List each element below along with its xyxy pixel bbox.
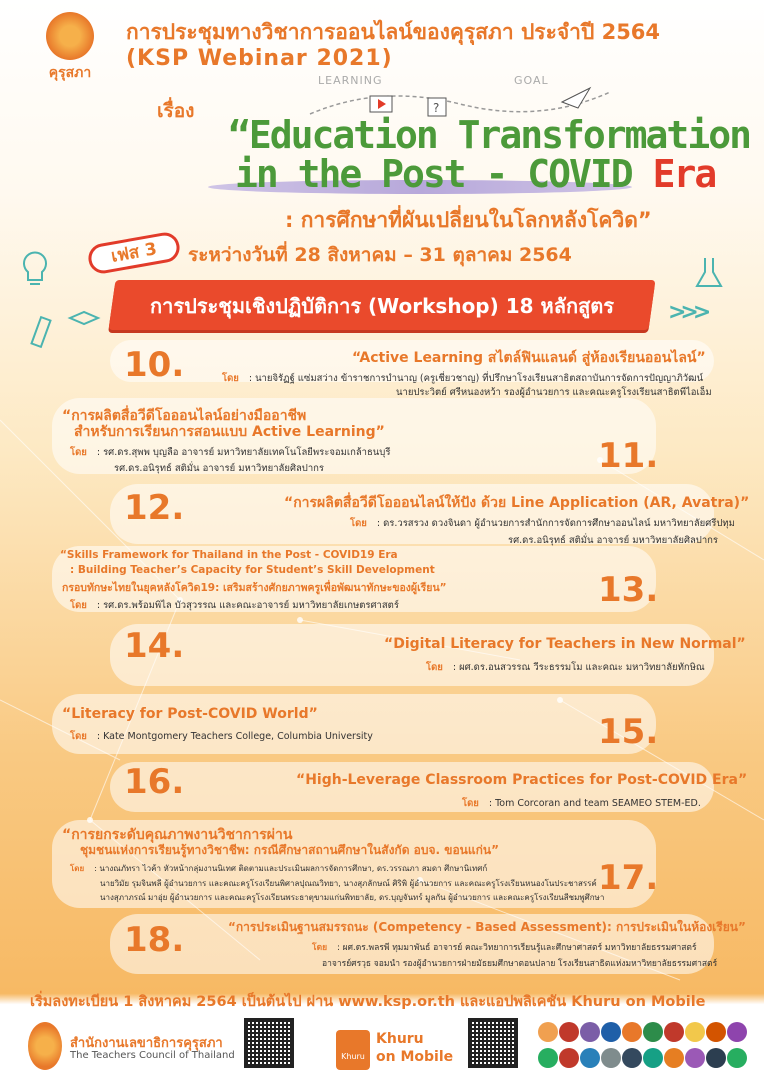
partner-logo-icon	[601, 1022, 621, 1042]
partner-logo-icon	[538, 1048, 558, 1068]
khuru-app-icon: Khuru	[336, 1030, 370, 1070]
ksp-qr-code-icon	[244, 1018, 294, 1068]
event-title: การประชุมทางวิชาการออนไลน์ของคุรุสภา ประจำปี 2564	[126, 20, 661, 44]
course-title: “การประเมินฐานสมรรถนะ (Competency - Based Assessment): การประเมินในห้องเรียน”	[228, 920, 746, 934]
course-number: 15.	[598, 712, 659, 752]
course-number: 11.	[598, 436, 659, 476]
phase-badge: เฟส 3	[86, 230, 182, 276]
khuru-app-name: Khuru on Mobile	[376, 1031, 454, 1065]
partner-logo-icon	[685, 1048, 705, 1068]
course-title: ชุมชนแห่งการเรียนรู้ทางวิชาชีพ: กรณีศึกษาสถานศึกษาในสังกัด อบจ. ขอนแก่น”	[80, 843, 499, 857]
theme-title-line2: in the Post - COVID Era	[235, 152, 716, 196]
topic-label: เรื่อง	[157, 100, 195, 122]
date-range: ระหว่างวันที่ 28 สิงหาคม – 31 ตุลาคม 2564	[188, 244, 572, 266]
partner-logo-icon	[559, 1048, 579, 1068]
event-subtitle: (KSP Webinar 2021)	[126, 46, 393, 71]
course-presenter: อาจารย์ศรวุธ จอมนำ รองผู้อำนวยการฝ่ายมัธยมศึกษาตอนปลาย โรงเรียนสาธิตแห่งมหาวิทยาลัยธรรมศาสตร์	[322, 959, 718, 969]
deco-learning: LEARNING	[318, 74, 383, 87]
course-presenter: โดย : ดร.วรสรวง ดวงจินดา ผู้อำนวยการสำนักการจัดการศึกษาออนไลน์ มหาวิทยาลัยศรีปทุม	[350, 518, 735, 529]
course-card-14	[110, 624, 714, 686]
theme-subtitle: : การศึกษาที่ผันเปลี่ยนในโลกหลังโควิด”	[285, 208, 652, 232]
partner-logo-icon	[643, 1048, 663, 1068]
partner-logo-icon	[538, 1022, 558, 1042]
course-card-15	[52, 694, 659, 754]
course-presenter: โดย : ผศ.ดร.อนสวรรณ วีระธรรมโม และคณะ มหาวิทยาลัยทักษิณ	[426, 662, 705, 673]
course-presenter: โดย : นางณภัทรา ไวค้า หัวหน้ากลุ่มงานนิเทศ ติดตามและประเมินผลการจัดการศึกษา, ดร.วรรณภา สมดา ศึกษานิเทศก์	[70, 864, 488, 873]
ksp-emblem-icon	[46, 12, 94, 60]
partner-logo-icon	[580, 1022, 600, 1042]
course-presenter: โดย : นายจิรัฏฐ์ แซ่มสว่าง ข้าราชการบำนาญ (ครูเชี่ยวชาญ) ที่ปรึกษาโรงเรียนสาธิตสถาบันการจัดการปัญญาภิวัฒน์	[222, 373, 704, 384]
partner-logo-icon	[664, 1048, 684, 1068]
course-presenter: รศ.ดร.อนิรุทธ์ สติมั่น อาจารย์ มหาวิทยาลัยศิลปากร	[508, 535, 719, 546]
partner-logo-icon	[685, 1022, 705, 1042]
course-title: “High-Leverage Classroom Practices for Post-COVID Era”	[296, 772, 748, 788]
registration-info: เริ่มลงทะเบียน 1 สิงหาคม 2564 เป็นต้นไป ผ่าน www.ksp.or.th และแอปพลิเคชัน Khuru on Mobile	[30, 994, 706, 1010]
theme-title-line1: “Education Transformation	[228, 113, 750, 157]
course-presenter: โดย : รศ.ดร.พร้อมพิไล บัวสุวรรณ และคณะอาจารย์ มหาวิทยาลัยเกษตรศาสตร์	[70, 600, 399, 611]
course-presenter: นางสุภาภรณ์ มาอุ่ย ผู้อำนวยการ และคณะครูโรงเรียนพระธาตุขามแก่นพิทยาลัย, ดร.บุญจันทร์ มูลกัน ผู้อำนวยการ และคณะครูโรงเรียนสีชมพูศึกษา	[100, 893, 605, 902]
partner-logo-icon	[727, 1022, 747, 1042]
course-number: 12.	[124, 488, 185, 528]
course-presenter: โดย : Kate Montgomery Teachers College, Columbia University	[70, 731, 373, 742]
partner-logo-icon	[622, 1022, 642, 1042]
course-title: “การยกระดับคุณภาพงานวิชาการผ่าน	[62, 827, 293, 843]
partner-logo-icon	[580, 1048, 600, 1068]
course-number: 16.	[124, 762, 185, 802]
course-number: 10.	[124, 345, 185, 385]
course-number: 13.	[598, 570, 659, 610]
partner-logo-icon	[601, 1048, 621, 1068]
course-number: 14.	[124, 626, 185, 666]
app-qr-code-icon	[468, 1018, 518, 1068]
course-title: สำหรับการเรียนการสอนแบบ Active Learning”	[74, 424, 385, 440]
course-title: “Literacy for Post-COVID World”	[62, 706, 318, 722]
office-name-en: The Teachers Council of Thailand	[70, 1050, 235, 1061]
course-presenter: โดย : ผศ.ดร.พลรพี ทุมมาพันธ์ อาจารย์ คณะวิทยาการเรียนรู้และศึกษาศาสตร์ มหาวิทยาลัยธรรมศาสตร์	[312, 943, 697, 953]
partner-logo-icon	[706, 1022, 726, 1042]
course-title: “Digital Literacy for Teachers in New Normal”	[384, 636, 746, 652]
partner-logo-icon	[559, 1022, 579, 1042]
course-title: “Skills Framework for Thailand in the Post - COVID19 Era	[60, 549, 398, 561]
course-presenter: รศ.ดร.อนิรุทธ์ สติมั่น อาจารย์ มหาวิทยาลัยศิลปากร	[114, 463, 325, 474]
course-presenter: นายวิมัย รุมจินพลี ผู้อำนวยการ และคณะครูโรงเรียนพิศาลปุณณวิทยา, นางสุภลักษณ์ ศิริพิ ผู้อำนวยการ และคณะครูโรงเรียนหนองโนประชาสรรค์	[100, 879, 597, 888]
course-title: “การผลิตสื่อวีดีโอออนไลน์อย่างมืออาชีพ	[62, 408, 307, 424]
course-presenter: นายประวิตย์ ศรีหนองหว้า รองผู้อำนวยการ และคณะครูโรงเรียนสาธิตพีไอเอ็ม	[396, 387, 712, 398]
partner-logo-icon	[622, 1048, 642, 1068]
partner-logo-icon	[643, 1022, 663, 1042]
course-title: “การผลิตสื่อวีดีโอออนไลน์ให้ปัง ด้วย Line Application (AR, Avatra)”	[284, 495, 750, 511]
chevrons-icon: >>>	[668, 300, 706, 325]
logo-text: คุรุสภา	[48, 65, 92, 81]
partner-logo-icon	[706, 1048, 726, 1068]
ksp-logo	[40, 12, 100, 84]
svg-text:?: ?	[433, 101, 440, 115]
course-number: 18.	[124, 920, 185, 960]
deco-goal: GOAL	[514, 74, 549, 87]
course-number: 17.	[598, 858, 659, 898]
course-title: : Building Teacher’s Capacity for Student’s Skill Development	[70, 564, 435, 576]
course-title: “Active Learning สไตล์ฟินแลนด์ สู่ห้องเรียนออนไลน์”	[352, 350, 706, 366]
partner-logo-icon	[664, 1022, 684, 1042]
office-name-th: สำนักงานเลขาธิการคุรุสภา	[70, 1036, 223, 1051]
partner-logo-icon	[727, 1048, 747, 1068]
course-title: กรอบทักษะไทยในยุคหลังโควิด19: เสริมสร้างศักยภาพครูเพื่อพัฒนาทักษะของผู้เรียน”	[62, 582, 447, 594]
course-presenter: โดย : รศ.ดร.สุพพ บุญลือ อาจารย์ มหาวิทยาลัยเทคโนโลยีพระจอมเกล้าธนบุรี	[70, 447, 391, 458]
ksp-footer-logo-icon	[28, 1022, 62, 1070]
course-presenter: โดย : Tom Corcoran and team SEAMEO STEM-ED.	[462, 798, 701, 809]
workshop-banner: การประชุมเชิงปฏิบัติการ (Workshop) 18 หลักสูตร	[149, 294, 615, 318]
